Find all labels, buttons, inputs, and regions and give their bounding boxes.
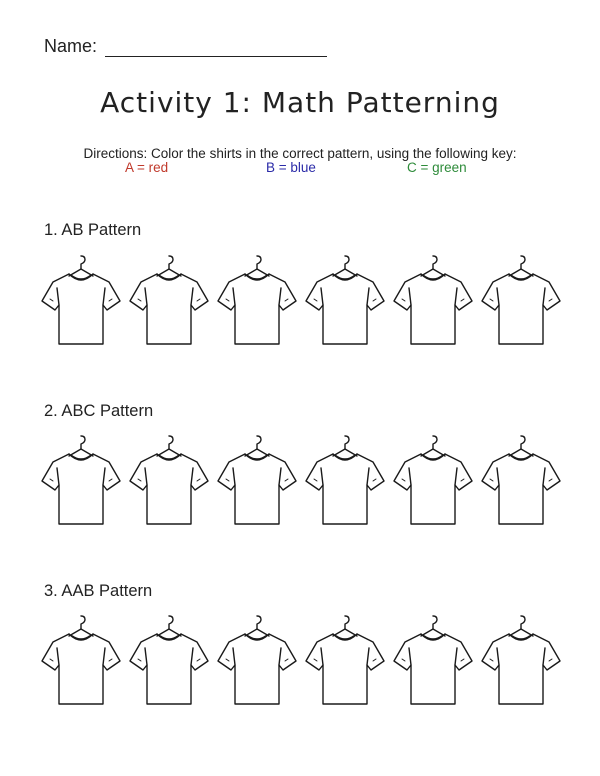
shirt-row-ab — [36, 252, 576, 352]
t-shirt-on-hanger-icon[interactable] — [212, 612, 302, 712]
name-row — [44, 36, 327, 57]
color-key — [0, 160, 600, 178]
t-shirt-on-hanger-icon[interactable] — [388, 612, 478, 712]
t-shirt-on-hanger-icon[interactable] — [212, 252, 302, 352]
name-label: Name: — [44, 36, 98, 56]
t-shirt-on-hanger-icon[interactable] — [124, 252, 214, 352]
t-shirt-on-hanger-icon[interactable] — [36, 612, 126, 712]
shirt-row-aab — [36, 612, 576, 712]
page-title: Activity 1: Math Patterning — [100, 86, 500, 119]
key-c-green: C = green — [407, 160, 467, 175]
directions-text: Directions: Color the shirts in the correct pattern, using the following key: — [83, 146, 517, 161]
key-a-red: A = red — [125, 160, 169, 175]
section-label-aab: 3. AAB Pattern — [44, 582, 153, 600]
t-shirt-on-hanger-icon[interactable] — [124, 612, 214, 712]
t-shirt-on-hanger-icon[interactable] — [300, 612, 390, 712]
t-shirt-on-hanger-icon[interactable] — [476, 252, 566, 352]
section-label-ab: 1. AB Pattern — [44, 221, 142, 239]
t-shirt-on-hanger-icon[interactable] — [476, 432, 566, 532]
key-b-blue: B = blue — [266, 160, 316, 175]
t-shirt-on-hanger-icon[interactable] — [388, 432, 478, 532]
section-label-abc: 2. ABC Pattern — [44, 402, 154, 420]
t-shirt-on-hanger-icon[interactable] — [388, 252, 478, 352]
name-input-line[interactable] — [105, 36, 327, 57]
t-shirt-on-hanger-icon[interactable] — [36, 432, 126, 532]
shirt-row-abc — [36, 432, 576, 532]
t-shirt-on-hanger-icon[interactable] — [124, 432, 214, 532]
t-shirt-on-hanger-icon[interactable] — [300, 252, 390, 352]
t-shirt-on-hanger-icon[interactable] — [476, 612, 566, 712]
t-shirt-on-hanger-icon[interactable] — [212, 432, 302, 532]
t-shirt-on-hanger-icon[interactable] — [300, 432, 390, 532]
t-shirt-on-hanger-icon[interactable] — [36, 252, 126, 352]
